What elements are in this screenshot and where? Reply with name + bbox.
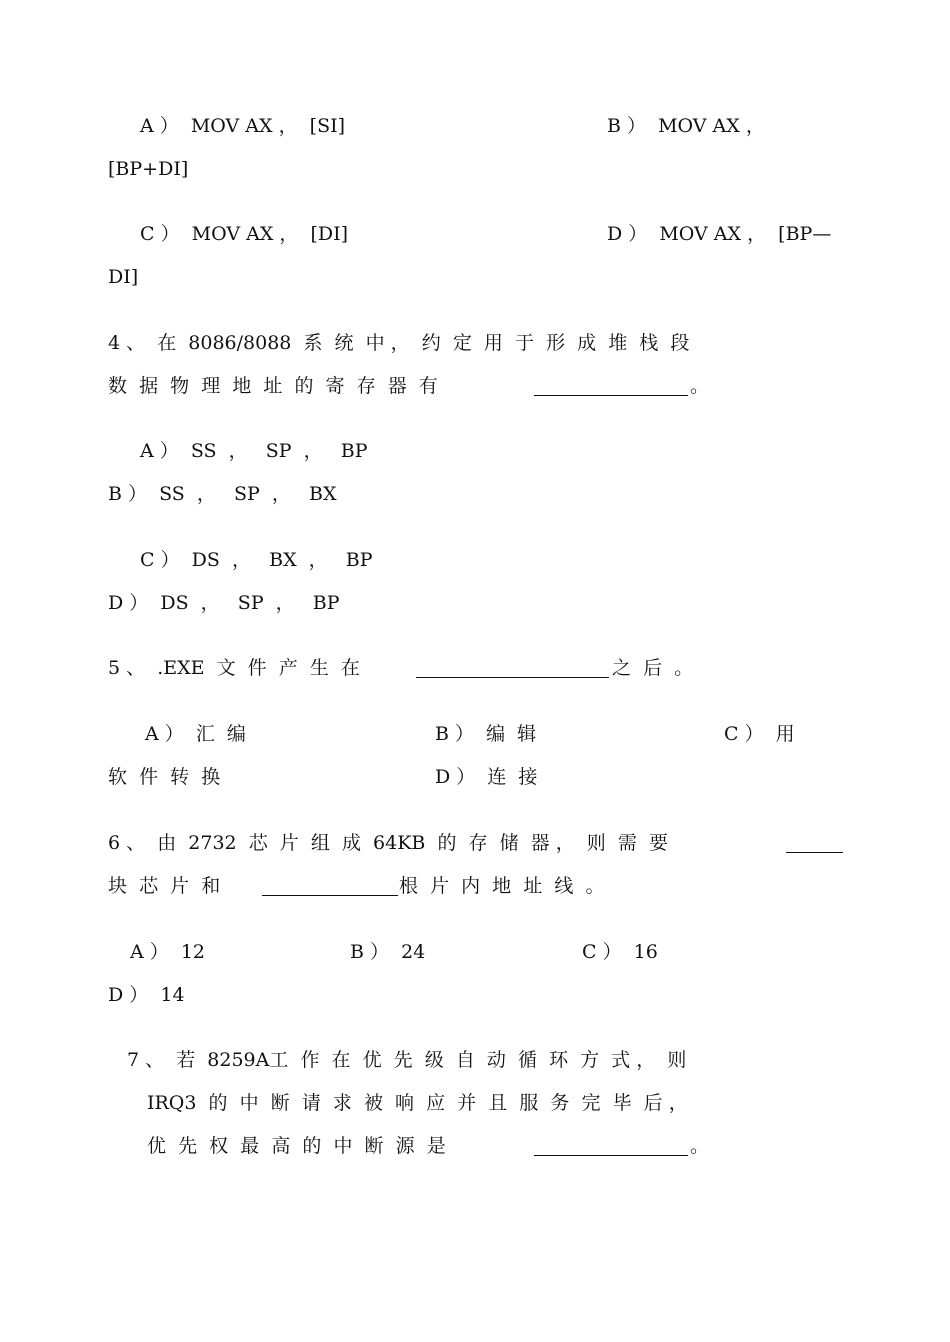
q4-stem-line-1: 4 、 在 8086/8088 系 统 中 ， 约 定 用 于 形 成 堆 栈 段 [108,332,690,354]
q4-stem-line-2: 数 据 物 理 地 址 的 寄 存 器 有 [108,375,438,397]
q3-option-b-continued: [BP+DI] [108,158,189,180]
q5-stem-end: 之 后 。 [612,657,694,679]
q6-answer-blank-1 [786,852,843,853]
q6-stem-line-2-end: 根 片 内 地 址 线 。 [399,875,605,897]
q5-option-b: B ） 编 辑 [435,723,537,745]
q3-option-b: B ） MOV AX ， [607,115,765,137]
q7-stem-line-3: 优 先 权 最 高 的 中 断 源 是 [147,1135,446,1157]
q5-option-d: D ） 连 接 [435,766,538,788]
q6-option-d: D ） 14 [108,984,185,1006]
q4-option-c: C ） DS ， BX ， BP [140,549,373,571]
q7-stem-end: 。 [690,1135,710,1157]
q5-answer-blank [416,677,609,678]
q3-option-d-continued: DI] [108,266,139,288]
q6-option-b: B ） 24 [350,941,426,963]
q5-option-c: C ） 用 [724,723,795,745]
q7-stem-line-1: 7 、 若 8259A工 作 在 优 先 级 自 动 循 环 方 式 ， 则 [127,1049,687,1071]
q5-stem-start: 5 、 .EXE 文 件 产 生 在 [108,657,360,679]
q6-option-a: A ） 12 [130,941,206,963]
q4-option-a: A ） SS ， SP ， BP [140,440,368,462]
q6-answer-blank-2 [262,895,398,896]
q4-answer-blank [534,395,688,396]
q7-answer-blank [534,1155,688,1156]
q6-stem-line-1: 6 、 由 2732 芯 片 组 成 64KB 的 存 储 器 ， 则 需 要 [108,832,668,854]
q6-stem-line-2-start: 块 芯 片 和 [108,875,221,897]
q3-option-c: C ） MOV AX ， [DI] [140,223,349,245]
q4-option-b: B ） SS ， SP ， BX [108,483,337,505]
q5-option-a: A ） 汇 编 [145,723,246,745]
q6-option-c: C ） 16 [582,941,658,963]
q7-stem-line-2: IRQ3 的 中 断 请 求 被 响 应 并 且 服 务 完 毕 后 ， [147,1092,688,1114]
q3-option-a: A ） MOV AX ， [SI] [140,115,346,137]
q4-option-d: D ） DS ， SP ， BP [108,592,340,614]
q4-stem-end: 。 [690,375,710,397]
q5-option-c-continued: 软 件 转 换 [108,766,221,788]
q3-option-d: D ） MOV AX ， [BP— [607,223,832,245]
